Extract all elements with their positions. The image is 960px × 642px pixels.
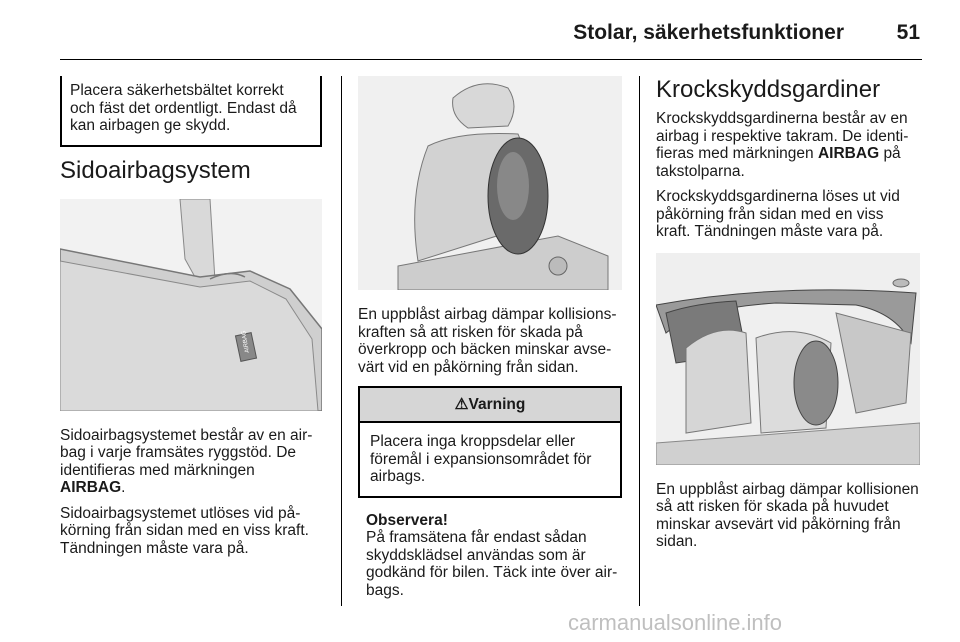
warning-header — [360, 388, 620, 423]
observe-note — [358, 512, 622, 600]
side-airbag-para-1-end: . — [121, 479, 126, 496]
curtain-airbag-para-1 — [656, 110, 922, 180]
side-airbag-para-2: Sidoairbagsystemet utlöses vid på-körning från sidan med en viss kraft. Tändningen måste vara på. — [60, 504, 309, 557]
side-airbag-para-1 — [60, 427, 322, 497]
warning-triangle-icon: ⚠ — [454, 396, 469, 413]
seat-airbag-illustration — [358, 76, 622, 290]
running-title: Stolar, säkerhetsfunktioner — [573, 21, 844, 44]
curtain-airbag-marking: AIRBAG — [817, 145, 880, 162]
seat-backrest-svg — [60, 199, 322, 411]
page-number: 51 — [896, 21, 920, 44]
inflated-airbag-svg — [358, 76, 622, 290]
side-airbag-para-1-text: Sidoairbagsystemet består av en air-bag i varje framsätes ryggstöd. De identifieras med märkningen — [60, 426, 313, 479]
curtain-airbag-para-3: En uppblåst airbag dämpar kollisionen så att risken för skada på huvudet minskar avsevärt vid påkörning från sidan. — [656, 480, 919, 550]
column-3 — [656, 76, 922, 559]
note-box-text: Placera säkerhetsbältet korrekt och fäst det ordentligt. Endast då kan airbagen ge skydd. — [70, 82, 297, 134]
section-heading-side-airbag: Sidoairbagsystem — [60, 156, 251, 184]
curtain-airbag-illustration — [656, 253, 920, 465]
warning-title: Varning — [468, 396, 526, 413]
note-box — [60, 76, 322, 147]
car-interior-svg — [656, 253, 920, 465]
curtain-airbag-para-1-end: på takstolparna. — [656, 145, 901, 180]
airbag-marking: AIRBAG — [60, 479, 122, 496]
column-rule-1 — [341, 76, 342, 606]
section-heading-curtain-airbag: Krockskyddsgardiner — [656, 76, 881, 103]
column-1 — [60, 76, 322, 565]
seat-airbag-label: AIRBAG — [241, 329, 251, 353]
inflated-airbag-para: En uppblåst airbag dämpar kollisions-kraften så att risken för skada på överkropp och bäcken minskar avse-värt vid en påkörning från sidan. — [358, 306, 617, 376]
header-rule — [60, 59, 922, 60]
curtain-airbag-para-1-text: Krockskyddsgardinerna består av en airbag i respektive takram. De identi-fieras med märkningen — [656, 110, 909, 162]
watermark: carmanualsonline.info — [568, 610, 783, 635]
observe-note-text: På framsätena får endast sådan skyddsklädsel användas som är godkänd för bilen. Täck inte över air-bags. — [366, 529, 618, 599]
warning-text: Placera inga kroppsdelar eller föremål i expansionsområdet för airbags. — [370, 433, 592, 485]
column-2 — [358, 76, 622, 607]
warning-box — [358, 386, 622, 498]
seat-illustration — [60, 199, 322, 411]
observe-note-title: Observera! — [366, 511, 448, 529]
column-rule-2 — [639, 76, 640, 606]
curtain-airbag-para-2: Krockskyddsgardinerna löses ut vid påkörning från sidan med en viss kraft. Tändningen måste vara på. — [656, 188, 900, 240]
